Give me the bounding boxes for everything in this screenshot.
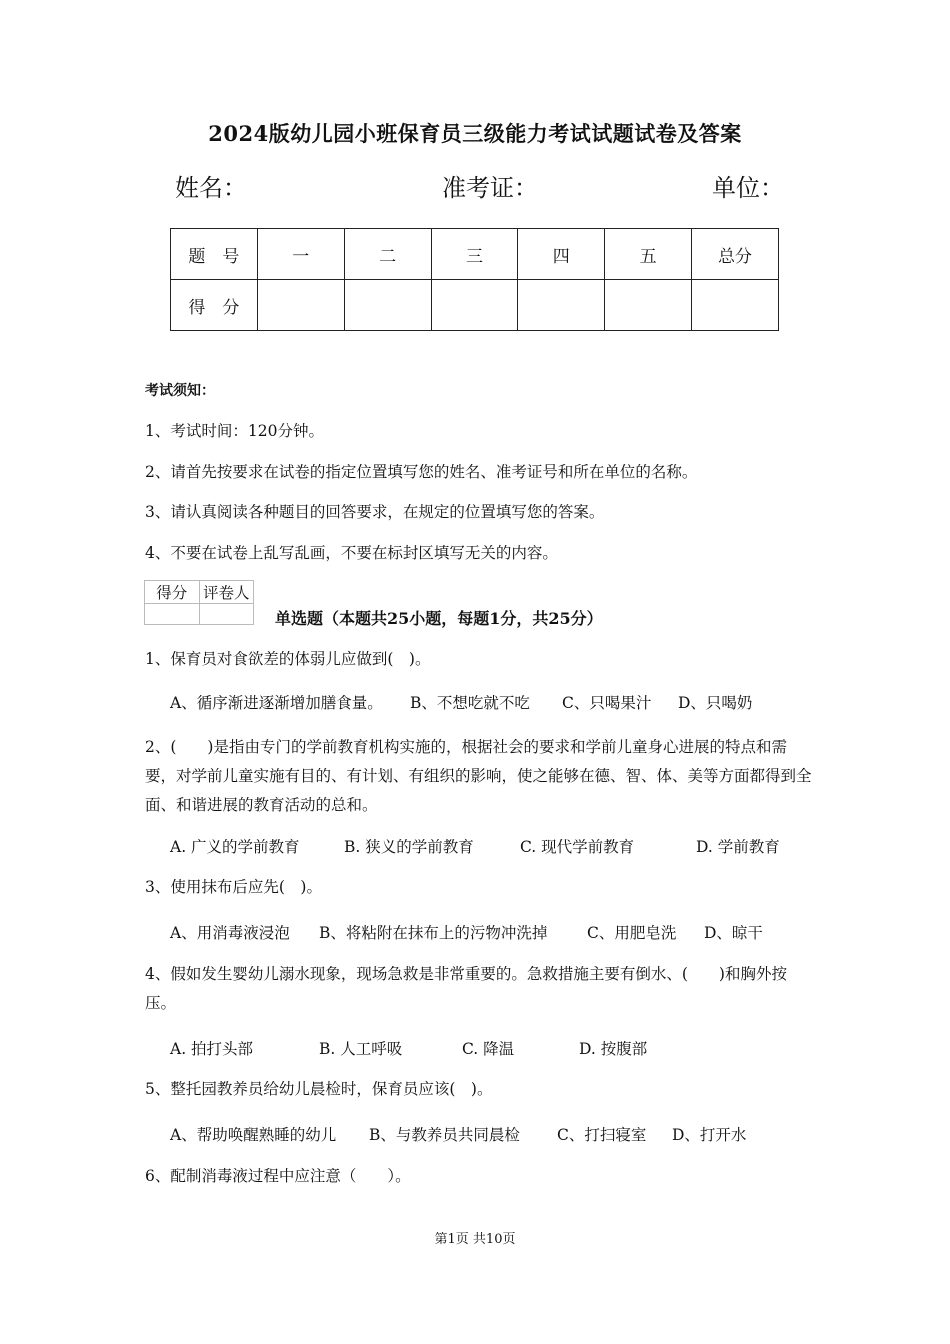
option[interactable]: A、帮助唤醒熟睡的幼儿 bbox=[170, 1126, 337, 1144]
note-item: 3、请认真阅读各种题目的回答要求，在规定的位置填写您的答案。 bbox=[145, 503, 605, 521]
option[interactable]: A. 广义的学前教育 bbox=[170, 838, 300, 856]
section-title: 单选题（本题共25小题，每题1分，共25分） bbox=[275, 609, 603, 628]
score-cell[interactable] bbox=[257, 280, 344, 331]
grader-box bbox=[144, 580, 254, 625]
question-6: 6、配制消毒液过程中应注意（ ）。 bbox=[145, 1167, 411, 1185]
option[interactable]: C、只喝果汁 bbox=[562, 694, 652, 712]
option[interactable]: A. 拍打头部 bbox=[170, 1040, 254, 1058]
score-cell[interactable] bbox=[605, 280, 692, 331]
option[interactable]: C. 现代学前教育 bbox=[520, 838, 635, 856]
notes-heading: 考试须知： bbox=[145, 383, 215, 399]
score-table-score-row bbox=[171, 280, 779, 331]
page-footer: 第1页 共10页 bbox=[434, 1232, 516, 1247]
option[interactable]: A、用消毒液浸泡 bbox=[170, 924, 290, 942]
option[interactable]: A、循序渐进逐渐增加膳食量。 bbox=[170, 694, 383, 712]
score-table-header-row bbox=[171, 229, 779, 280]
question-3: 3、使用抹布后应先( )。 bbox=[145, 878, 322, 896]
score-header-cell: 五 bbox=[605, 229, 692, 280]
option[interactable]: B、与教养员共同晨检 bbox=[369, 1126, 520, 1144]
unit-field-label: 单位： bbox=[712, 174, 784, 202]
score-cell[interactable] bbox=[692, 280, 779, 331]
score-header-cell: 一 bbox=[257, 229, 344, 280]
option[interactable]: C、打扫寝室 bbox=[557, 1126, 647, 1144]
option[interactable]: B、不想吃就不吃 bbox=[410, 694, 530, 712]
option[interactable]: B. 狭义的学前教育 bbox=[344, 838, 474, 856]
option[interactable]: D. 学前教育 bbox=[696, 838, 780, 856]
question-5: 5、整托园教养员给幼儿晨检时，保育员应该( )。 bbox=[145, 1080, 493, 1098]
grader-score-label: 得分 bbox=[145, 581, 200, 604]
option[interactable]: B、将粘附在抹布上的污物冲洗掉 bbox=[319, 924, 548, 942]
note-item: 4、不要在试卷上乱写乱画，不要在标封区填写无关的内容。 bbox=[145, 544, 558, 562]
score-cell[interactable] bbox=[344, 280, 431, 331]
option[interactable]: C、用肥皂洗 bbox=[587, 924, 677, 942]
question-3-options bbox=[170, 921, 763, 943]
score-table bbox=[170, 228, 779, 331]
score-header-cell: 四 bbox=[518, 229, 605, 280]
grader-score-cell[interactable] bbox=[145, 604, 200, 625]
option[interactable]: D、晾干 bbox=[704, 924, 763, 942]
score-header-cell: 题 号 bbox=[171, 229, 258, 280]
option[interactable]: D、只喝奶 bbox=[678, 694, 753, 712]
score-header-cell: 二 bbox=[344, 229, 431, 280]
name-field-label: 姓名： bbox=[175, 174, 247, 202]
score-row-label: 得 分 bbox=[171, 280, 258, 331]
note-item: 1、考试时间：120分钟。 bbox=[145, 422, 324, 440]
note-item: 2、请首先按要求在试卷的指定位置填写您的姓名、准考证号和所在单位的名称。 bbox=[145, 463, 698, 481]
option[interactable]: D、打开水 bbox=[672, 1126, 747, 1144]
grader-reviewer-cell[interactable] bbox=[199, 604, 254, 625]
grader-reviewer-label: 评卷人 bbox=[199, 581, 254, 604]
question-4: 4、假如发生婴幼儿溺水现象，现场急救是非常重要的。急救措施主要有倒水、( )和胸外按压。 bbox=[145, 965, 787, 1012]
exam-title: 2024版幼儿园小班保育员三级能力考试试题试卷及答案 bbox=[208, 121, 742, 146]
option[interactable]: D. 按腹部 bbox=[579, 1040, 648, 1058]
score-header-cell: 总分 bbox=[692, 229, 779, 280]
score-cell[interactable] bbox=[431, 280, 518, 331]
question-1: 1、保育员对食欲差的体弱儿应做到( )。 bbox=[145, 650, 431, 668]
question-5-options bbox=[170, 1123, 746, 1145]
option[interactable]: C. 降温 bbox=[462, 1040, 515, 1058]
exam-number-field-label: 准考证： bbox=[442, 174, 538, 202]
question-1-options bbox=[170, 691, 752, 713]
option[interactable]: B. 人工呼吸 bbox=[319, 1040, 403, 1058]
question-2-options bbox=[170, 835, 780, 857]
question-4-options bbox=[170, 1037, 647, 1059]
score-header-cell: 三 bbox=[431, 229, 518, 280]
score-cell[interactable] bbox=[518, 280, 605, 331]
question-2: 2、( )是指由专门的学前教育机构实施的，根据社会的要求和学前儿童身心进展的特点和需要，对学前儿童实施有目的、有计划、有组织的影响，使之能够在德、智、体、美等方面都得到全面、和谐进展的教育活动的总和。 bbox=[145, 738, 812, 814]
